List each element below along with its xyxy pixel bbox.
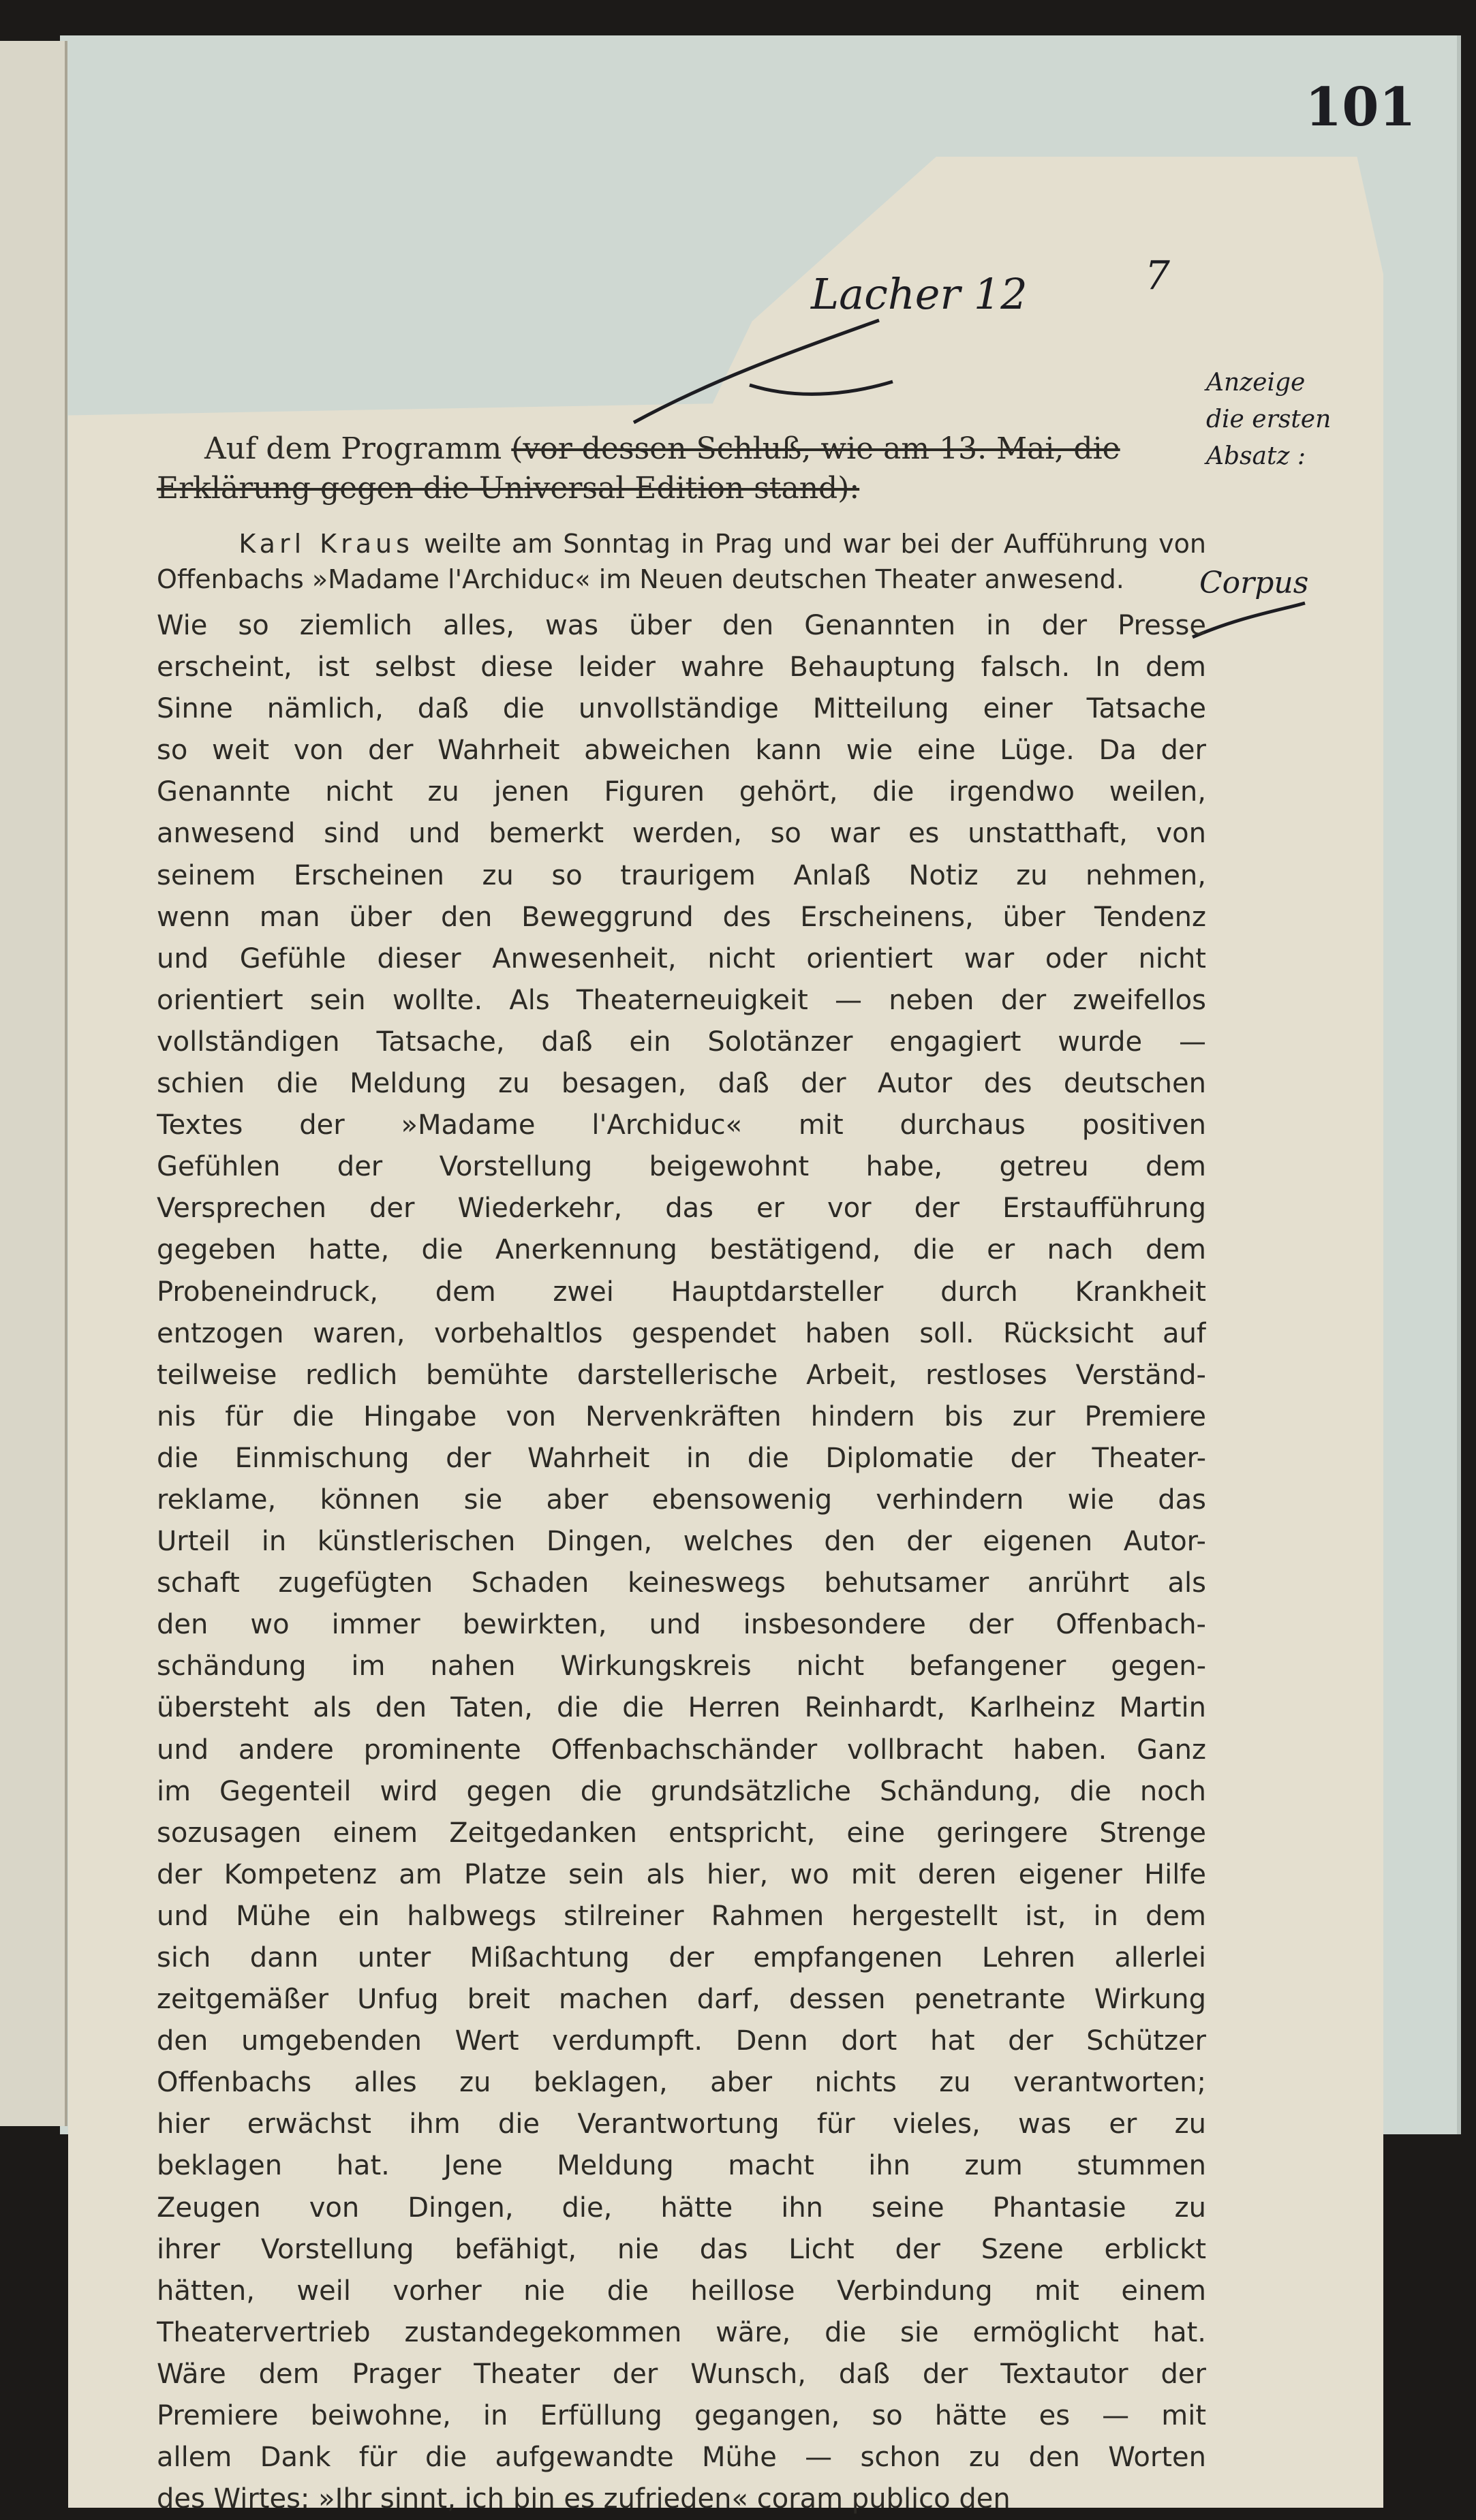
essay-line: hätten, weil vorher nie die heillose Verbindung mit einem [157, 2275, 1206, 2307]
essay-line: seinem Erscheinen zu so traurigem Anlaß Notiz zu nehmen, [157, 859, 1206, 891]
pen-stroke-underline [750, 382, 893, 394]
essay-line: sich dann unter Mißachtung der empfangenen Lehren allerlei [157, 1942, 1206, 1973]
essay-line: Premiere beiwohne, in Erfüllung gegangen, so hätte es — mit [157, 2400, 1206, 2432]
essay-line: Gefühlen der Vorstellung beigewohnt habe, getreu dem [157, 1151, 1206, 1183]
essay-line: und Mühe ein halbwegs stilreiner Rahmen hergestellt ist, in dem [157, 1900, 1206, 1932]
essay-line: reklame, können sie aber ebensowenig verhindern wie das [157, 1484, 1206, 1516]
margin-note-line: die ersten [1206, 405, 1332, 433]
essay-line: im Gegenteil wird gegen die grundsätzliche Schändung, die noch [157, 1775, 1206, 1807]
essay-line: beklagen hat. Jene Meldung macht ihn zum stummen [157, 2150, 1206, 2182]
essay-line: nis für die Hingabe von Nervenkräften hindern bis zur Premiere [157, 1400, 1206, 1432]
essay-line: schaft zugefügten Schaden keineswegs behutsamer anrührt als [157, 1567, 1206, 1599]
struck-text: (vor dessen Schluß, wie am 13. Mai, die Erklärung gegen die Universal Edition stand): [157, 431, 1120, 506]
essay-line: Versprechen der Wiederkehr, das er vor der Erstaufführung [157, 1193, 1206, 1225]
essay-line: den umgebenden Wert verdumpft. Denn dort hat der Schützer [157, 2025, 1206, 2057]
margin-note-line: Anzeige [1206, 369, 1306, 397]
essay-line: Wäre dem Prager Theater der Wunsch, daß der Textautor der [157, 2358, 1206, 2390]
margin-note-line: Absatz : [1206, 442, 1306, 470]
essay-line: vollständigen Tatsache, daß ein Solotänzer engagiert wurde — [157, 1026, 1206, 1058]
clipping-text [157, 429, 1206, 2520]
essay-line: den wo immer bewirkten, und insbesondere der Offenbach- [157, 1609, 1206, 1641]
essay-line: und Gefühle dieser Anwesenheit, nicht orientiert war oder nicht [157, 942, 1206, 974]
handwritten-note-lacher: Lacher 12 [811, 269, 1028, 319]
program-heading [157, 429, 1206, 508]
essay-line: teilweise redlich bemühte darstellerische Arbeit, restloses Verständ- [157, 1359, 1206, 1391]
pen-stroke-arrow [634, 320, 879, 422]
page-number: 101 [1305, 76, 1416, 138]
essay-line: Urteil in künstlerischen Dingen, welches den der eigenen Autor- [157, 1526, 1206, 1558]
essay-line: Offenbachs alles zu beklagen, aber nichts zu verantworten; [157, 2067, 1206, 2099]
essay-line: sozusagen einem Zeitgedanken entspricht, eine geringere Strenge [157, 1817, 1206, 1849]
essay-line: schändung im nahen Wirkungskreis nicht befangener gegen- [157, 1650, 1206, 1682]
essay-line: die Einmischung der Wahrheit in die Diplomatie der Theater- [157, 1442, 1206, 1474]
handwritten-note-seven: 7 [1145, 252, 1170, 298]
essay-line: Sinne nämlich, daß die unvollständige Mitteilung einer Tatsache [157, 693, 1206, 725]
essay-body [157, 605, 1206, 2520]
essay-line: so weit von der Wahrheit abweichen kann wie eine Lüge. Da der [157, 735, 1206, 767]
essay-line: Probeneindruck, dem zwei Hauptdarsteller durch Krankheit [157, 1276, 1206, 1308]
essay-line: zeitgemäßer Unfug breit machen darf, dessen penetrante Wirkung [157, 1984, 1206, 2016]
essay-line: gegeben hatte, die Anerkennung bestätigend, die er nach dem [157, 1234, 1206, 1266]
essay-line: erscheint, ist selbst diese leider wahre Behauptung falsch. In dem [157, 651, 1206, 683]
essay-line: schien die Meldung zu besagen, daß der Autor des deutschen [157, 1068, 1206, 1100]
essay-line: Textes der »Madame l'Archiduc« mit durchaus positiven [157, 1109, 1206, 1141]
margin-note-mid: Corpus [1199, 566, 1309, 600]
essay-line: Wie so ziemlich alles, was über den Genannten in der Presse [157, 610, 1206, 641]
essay-line: und andere prominente Offenbachschänder vollbracht haben. Ganz [157, 1734, 1206, 1766]
notice-text: weilte am Sonntag in Prag und war bei der Aufführung von Offenbachs »Madame l'Archiduc« im Neuen deutschen Theater anwesend. [157, 529, 1206, 594]
pen-stroke-margin [1193, 603, 1305, 637]
essay-line: Genannte nicht zu jenen Figuren gehört, die irgendwo weilen, [157, 776, 1206, 808]
essay-line: allem Dank für die aufgewandte Mühe — schon zu den Worten [157, 2442, 1206, 2474]
essay-line: anwesend sind und bemerkt werden, so war es unstatthaft, von [157, 818, 1206, 850]
notice-lead: Karl Kraus [239, 529, 414, 559]
essay-line: Theatervertrieb zustandegekommen wäre, die sie ermöglicht hat. [157, 2316, 1206, 2348]
essay-line: übersteht als den Taten, die die Herren Reinhardt, Karlheinz Martin [157, 1692, 1206, 1724]
heading-text: Auf dem Programm [204, 431, 502, 466]
essay-line: wenn man über den Beweggrund des Erscheinens, über Tendenz [157, 901, 1206, 933]
essay-line: des Wirtes: »Ihr sinnt, ich bin es zufrieden« coram publico den [157, 2483, 1011, 2515]
press-notice [157, 526, 1206, 597]
essay-line: orientiert sein wollte. Als Theaterneuigkeit — neben der zweifellos [157, 984, 1206, 1016]
essay-line: Zeugen von Dingen, die, hätte ihn seine Phantasie zu [157, 2192, 1206, 2224]
essay-line: ihrer Vorstellung befähigt, nie das Licht der Szene erblickt [157, 2233, 1206, 2265]
essay-line: der Kompetenz am Platze sein als hier, wo mit deren eigener Hilfe [157, 1858, 1206, 1890]
essay-line: hier erwächst ihm die Verantwortung für vieles, was er zu [157, 2108, 1206, 2140]
essay-line: entzogen waren, vorbehaltlos gespendet haben soll. Rücksicht auf [157, 1317, 1206, 1349]
